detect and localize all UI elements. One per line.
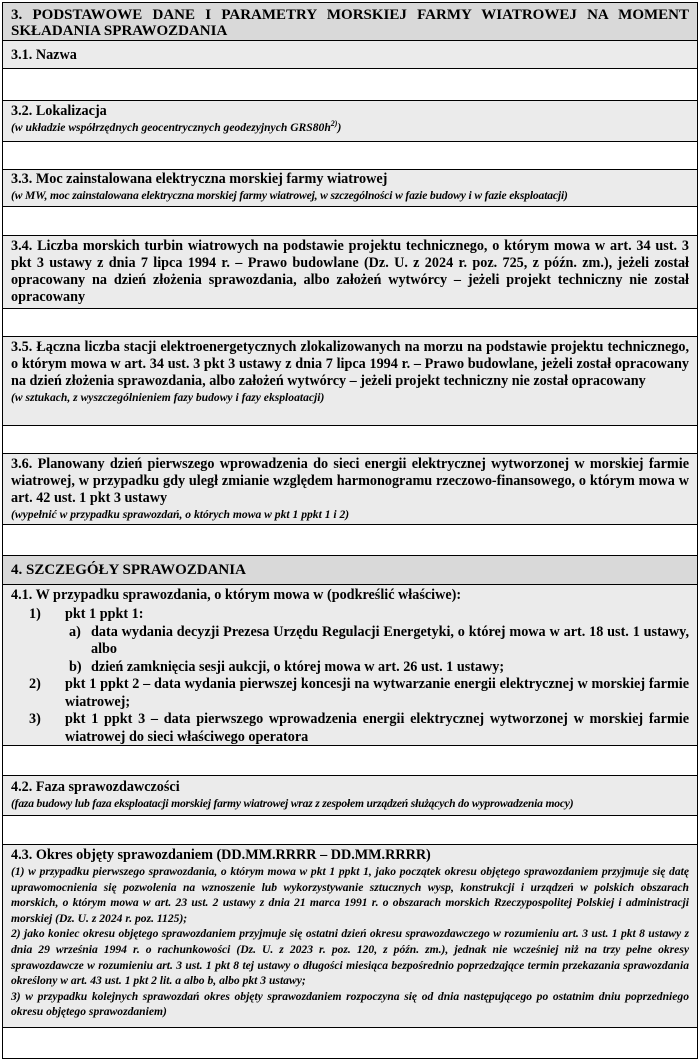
field-3-4-title: 3.4. Liczba morskich turbin wiatrowych na podstawie projektu technicznego, o którym mowa w art. 34 ust. 3 pkt 3 ustawy z dnia 7 lipca 1994 r. – Prawo budowlane (Dz. U. z 2024 r. poz. 725, z późn. zm.), jeżeli został opracowany na dzień złożenia sprawozdania, albo założeń wytwórcy – jeżeli projekt techniczny nie został opracowany bbox=[11, 238, 689, 305]
field-4-1-input[interactable] bbox=[3, 746, 697, 776]
field-4-3-note-1: (1) w przypadku pierwszego sprawozdania, o którym mowa w pkt 1 ppkt 1, jako początek okresu objętego sprawozdaniem przyjmuje się datę uprawomocnienia się pozwolenia na wznoszenie lub wykorzystywanie sztucznych wysp, konstrukcji i urządzeń w polskich obszarach morskich, o którym mowa w art. 23 ust. 2 ustawy z dnia 21 marca 1991 r. o obszarach morskich Rzeczypospolitej Polskiej i administracji morskiej (Dz. U. z 2024 r. poz. 1125); bbox=[11, 865, 689, 925]
field-3-6-label bbox=[3, 454, 697, 525]
field-3-1-label bbox=[3, 41, 697, 69]
field-3-3-note: (w MW, moc zainstalowana elektryczna morskiej farmy wiatrowej, w szczególności w fazie budowy i w fazie eksploatacji) bbox=[11, 189, 568, 202]
section-4-title: 4. SZCZEGÓŁY SPRAWOZDANIA bbox=[11, 562, 246, 578]
field-3-5-label bbox=[3, 337, 697, 426]
field-3-2-label bbox=[3, 101, 697, 142]
section-3-title: 3. PODSTAWOWE DANE I PARAMETRY MORSKIEJ FARMY WIATROWEJ NA MOMENT SKŁADANIA SPRAWOZDANIA bbox=[11, 7, 689, 39]
field-4-2-note: (faza budowy lub faza eksploatacji morskiej farmy wiatrowej wraz z zespołem urządzeń służących do wyprowadzenia mocy) bbox=[11, 797, 574, 810]
list-item-1: 1) pkt 1 ppkt 1: bbox=[29, 606, 144, 622]
field-3-3-title: 3.3. Moc zainstalowana elektryczna morskiej farmy wiatrowej bbox=[11, 171, 388, 187]
field-3-2-note: (w układzie współrzędnych geocentrycznych geodezyjnych $GRS80h^{2)}$) bbox=[11, 119, 342, 134]
field-3-3-label bbox=[3, 170, 697, 207]
field-3-1-title: 3.1. Nazwa bbox=[11, 47, 77, 63]
field-3-6-note: (wypełnić w przypadku sprawozdań, o których mowa w pkt 1 ppkt 1 i 2) bbox=[11, 508, 350, 521]
list-item-3: 3) pkt 1 ppkt 3 – data pierwszego wprowadzenia energii elektrycznej wytworzonej w morskiej farmie wiatrowej do sieci właściwego operatora bbox=[29, 711, 689, 745]
field-3-5-input[interactable] bbox=[3, 426, 697, 454]
field-4-3-title: 4.3. Okres objęty sprawozdaniem (DD.MM.RRRR – DD.MM.RRRR) bbox=[11, 847, 431, 863]
field-3-5-note: (w sztukach, z wyszczególnieniem fazy budowy i fazy eksploatacji) bbox=[11, 391, 325, 404]
field-4-1-label bbox=[3, 585, 697, 746]
list-item-2: 2) pkt 1 ppkt 2 – data wydania pierwszej koncesji na wytwarzanie energii elektrycznej w morskiej farmie wiatrowej; bbox=[29, 676, 689, 710]
field-4-3-note-3: 3) w przypadku kolejnych sprawozdań okres objęty sprawozdaniem rozpoczyna się od dnia następującego po ostatnim dniu poprzedniego okresu objętego sprawozdaniem) bbox=[11, 989, 689, 1019]
field-3-6-title: 3.6. Planowany dzień pierwszego wprowadzenia do sieci energii elektrycznej wytworzonej w morskiej farmie wiatrowej, w przypadku gdy uległ zmianie względem harmonogramu rzeczowo-finansowego, o którym mowa w art. 42 ust. 1 pkt 3 ustawy bbox=[11, 456, 689, 506]
field-4-2-title: 4.2. Faza sprawozdawczości bbox=[11, 779, 180, 795]
field-3-2-title: 3.2. Lokalizacja bbox=[11, 103, 107, 119]
field-4-3-note-2: 2) jako koniec okresu objętego sprawozdaniem przyjmuje się ostatni dzień okresu sprawozdawczego w rozumieniu art. 3 ust. 1 pkt 8 ustawy z dnia 29 września 1994 r. o rachunkowości (Dz. U. z 2023 r. poz. 120, z późn. zm.), jednak nie wcześniej niż na trzy pełne okresy sprawozdawcze w rozumieniu art. 3 ust. 1 pkt 8 tej ustawy o długości miesiąca bezpośrednio poprzedzające termin przekazania sprawozdania określony w art. 43 ust. 1 pkt 2 lit. a albo b, albo pkt 3 ustawy; bbox=[11, 927, 689, 988]
list-item-1b: b) dzień zamknięcia sesji aukcji, o której mowa w art. 26 ust. 1 ustawy; bbox=[69, 658, 505, 675]
field-3-1-input[interactable] bbox=[3, 69, 697, 101]
list-item-1a: a) data wydania decyzji Prezesa Urzędu Regulacji Energetyki, o której mowa w art. 18 ust. 1 ustawy, albo bbox=[69, 623, 689, 657]
field-4-3-input[interactable] bbox=[3, 1028, 697, 1059]
field-3-2-input[interactable] bbox=[3, 142, 697, 170]
field-3-4-input[interactable] bbox=[3, 309, 697, 337]
section-3-header bbox=[3, 3, 697, 41]
report-form bbox=[2, 2, 698, 1059]
field-4-1-title: 4.1. W przypadku sprawozdania, o którym mowa w (podkreślić właściwe): bbox=[11, 587, 462, 603]
field-4-2-label bbox=[3, 776, 697, 816]
field-3-6-input[interactable] bbox=[3, 525, 697, 556]
field-4-2-input[interactable] bbox=[3, 816, 697, 845]
field-3-4-label bbox=[3, 236, 697, 309]
field-3-5-title: 3.5. Łączna liczba stacji elektroenergetycznych zlokalizowanych na morzu na podstawie projektu technicznego, o którym mowa w art. 34 ust. 3 pkt 3 ustawy z dnia 7 lipca 1994 r. – Prawo budowlane, jeżeli został opracowany na dzień złożenia sprawozdania, albo założeń wytwórcy – jeżeli projekt techniczny nie został opracowany bbox=[11, 339, 689, 389]
field-4-3-label bbox=[3, 845, 697, 1028]
field-3-3-input[interactable] bbox=[3, 207, 697, 236]
section-4-header bbox=[3, 556, 697, 585]
